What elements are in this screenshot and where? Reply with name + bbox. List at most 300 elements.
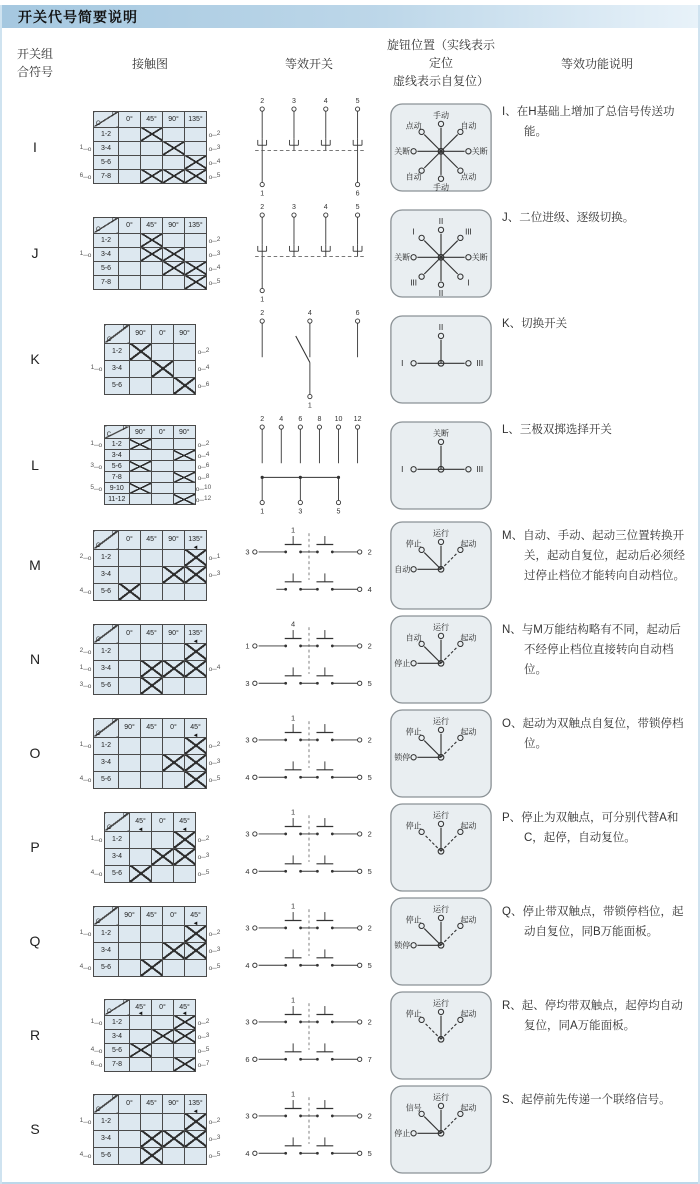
open-contact-cell (185, 247, 207, 261)
open-contact-cell (163, 771, 185, 788)
open-contact-cell (173, 439, 195, 450)
manual-page (0, 5, 700, 1184)
open-contact-cell (119, 643, 141, 660)
knob-position-cell (382, 802, 500, 893)
right-terminal: o─10 (195, 483, 212, 493)
equivalent-switch-cell (236, 94, 382, 200)
knob-position-label: 运行 (432, 1092, 450, 1102)
open-contact-cell (185, 959, 207, 976)
terminal-number: 4 (323, 203, 328, 211)
switch-symbol: O (29, 745, 41, 761)
right-terminal: o─5 (208, 277, 221, 287)
spring-return-arrow-icon: ◄ (192, 732, 199, 739)
column-headers (2, 28, 698, 94)
left-terminal (78, 275, 94, 289)
left-terminal: 1─o (90, 439, 103, 449)
right-terminal: o─3 (208, 570, 221, 579)
contact-grid (78, 217, 222, 290)
function-description: J、二位进级、逐级切换。 (502, 212, 635, 224)
contact-grid (89, 812, 211, 883)
knob-position-label: 运行 (432, 622, 450, 632)
terminal-number: 4 (307, 309, 312, 317)
open-contact-cell (163, 643, 185, 660)
knob-position-diagram (389, 896, 493, 987)
grid-angle-header: 45° (141, 624, 163, 643)
left-terminal: 6─o (79, 171, 92, 181)
table-row (2, 94, 698, 200)
contact-pair-label: 5-6 (105, 377, 130, 394)
contact-diagram-cell (64, 425, 236, 505)
open-contact-cell (130, 377, 152, 394)
right-terminal: o─7 (197, 1059, 210, 1069)
right-terminal: o─5 (208, 171, 221, 181)
terminal-number: 4 (279, 415, 284, 423)
contact-diagram-cell (64, 999, 236, 1072)
section-title-bar (2, 5, 698, 28)
terminal-number: 2 (367, 547, 372, 557)
knob-position-label: 起动 (460, 821, 477, 831)
grid-angle-header: 45° (141, 217, 163, 233)
knob-position-label: 起动 (460, 1009, 477, 1019)
closed-contact-x-mark (163, 942, 185, 959)
open-contact-cell (174, 360, 196, 377)
grid-angle-header: 45° (141, 906, 163, 925)
terminal-number: 6 (355, 190, 360, 198)
terminal-number: 4 (245, 1149, 250, 1159)
grid-angle-header: 90° (163, 1094, 185, 1113)
terminal-number: 1 (260, 508, 265, 516)
closed-contact-x-mark (163, 247, 185, 261)
terminal-number: 5 (367, 867, 372, 877)
right-terminal: o─5 (197, 869, 210, 878)
contact-pair-label: 7-8 (105, 1057, 130, 1071)
equivalent-switch-pushbutton-diagram (239, 612, 379, 706)
closed-contact-x-mark (163, 1130, 185, 1147)
spring-return-arrow-icon: ◄ (181, 1010, 188, 1017)
contact-pair-label: 1-2 (105, 831, 130, 848)
switch-symbol: L (31, 457, 39, 473)
grid-angle-header: 90° (119, 906, 141, 925)
right-terminal: o─5 (208, 963, 221, 972)
equivalent-switch-pushbutton-diagram (239, 1082, 379, 1176)
knob-position-label: I (401, 358, 404, 368)
switch-symbol: N (29, 651, 41, 667)
closed-contact-x-mark (174, 848, 196, 865)
closed-contact-x-mark (185, 737, 207, 754)
closed-contact-x-mark (141, 233, 163, 247)
terminal-number: 4 (323, 97, 328, 105)
terminal-number: 4 (245, 773, 250, 783)
left-terminal: 6─o (90, 1059, 103, 1069)
column-header-knob: 旋钮位置（实线表示定位 虚线表示自复位） (386, 38, 495, 88)
knob-position-label: II (438, 288, 444, 298)
contact-grid (78, 718, 222, 789)
closed-contact-x-mark (185, 925, 207, 942)
contact-pair-label: 1-2 (105, 343, 130, 360)
left-terminal: 4─o (79, 1151, 92, 1160)
knob-position-label: 运行 (432, 716, 450, 726)
left-terminal: 1─o (79, 664, 92, 673)
grid-angle-header: 90° (129, 426, 151, 439)
function-description: I、在H基础上增加了总信号传送功能。 (502, 106, 675, 139)
closed-contact-x-mark (185, 549, 207, 566)
open-contact-cell (173, 461, 195, 472)
open-contact-cell (174, 865, 196, 882)
open-contact-cell (119, 1147, 141, 1164)
grid-angle-header: 90° (163, 217, 185, 233)
equivalent-switch-pushbutton-diagram (239, 894, 379, 988)
knob-position-cell (382, 102, 500, 193)
right-terminal: o─3 (208, 758, 221, 767)
grid-angle-header: 90° (130, 324, 152, 343)
terminal-number: 2 (260, 203, 265, 211)
knob-position-cell (382, 896, 500, 987)
open-contact-cell (119, 275, 141, 289)
left-terminal (78, 127, 94, 141)
contact-pair-label: 5-6 (94, 771, 119, 788)
closed-contact-x-mark (174, 1015, 196, 1029)
contact-pair-label: 1-2 (94, 925, 119, 942)
left-terminal: 1─o (90, 835, 103, 844)
open-contact-cell (141, 754, 163, 771)
knob-position-label: 点动 (405, 121, 422, 131)
spring-return-arrow-icon: ◄ (137, 826, 144, 833)
left-terminal: 1─o (79, 929, 92, 938)
grid-angle-header: 45° ◄ (185, 906, 207, 925)
grid-corner-pc: P C (94, 1094, 119, 1113)
terminal-number: 1 (291, 525, 296, 535)
open-contact-cell (141, 275, 163, 289)
terminal-number: 1 (291, 807, 296, 817)
closed-contact-x-mark (129, 439, 151, 450)
left-terminal: 3─o (79, 681, 92, 690)
equivalent-switch-rotary-diagram (239, 306, 379, 412)
switch-symbol: Q (29, 933, 41, 949)
open-contact-cell (119, 233, 141, 247)
function-description: S、起停前先传递一个联络信号。 (502, 1094, 671, 1106)
grid-angle-header: 90° (173, 426, 195, 439)
grid-angle-header: 90° (163, 111, 185, 127)
terminal-number: 2 (367, 829, 372, 839)
grid-angle-header: 90° (163, 530, 185, 549)
switch-symbol: I (33, 139, 37, 155)
terminal-number: 2 (367, 1111, 372, 1121)
right-terminal: o─2 (197, 835, 210, 844)
right-terminal (207, 583, 223, 600)
knob-position-diagram (389, 420, 493, 511)
rows-container (2, 94, 698, 1176)
open-contact-cell (141, 141, 163, 155)
equivalent-switch-cell (236, 200, 382, 306)
equivalent-switch-rotary-diagram (239, 412, 379, 518)
closed-contact-x-mark (130, 343, 152, 360)
right-terminal: o─2 (208, 235, 221, 245)
terminal-number: 3 (245, 829, 250, 839)
open-contact-cell (185, 677, 207, 694)
grid-corner-pc: P C (94, 718, 119, 737)
knob-position-diagram (389, 314, 493, 405)
left-terminal (89, 494, 105, 505)
switch-symbol: R (29, 1027, 41, 1043)
open-contact-cell (173, 483, 195, 494)
right-terminal: o─12 (195, 494, 212, 504)
left-terminal: 1─o (90, 1017, 103, 1027)
closed-contact-x-mark (163, 660, 185, 677)
contact-pair-label: 3-4 (94, 247, 119, 261)
grid-corner-pc: P C (94, 111, 119, 127)
function-description: Q、停止带双触点，带锁停档位，起动自复位，同B万能面板。 (502, 906, 684, 939)
terminal-number: 5 (367, 1149, 372, 1159)
open-contact-cell (152, 1057, 174, 1071)
contact-pair-label: 3-4 (94, 754, 119, 771)
left-terminal: 2─o (79, 647, 92, 656)
contact-diagram-cell (64, 624, 236, 695)
equivalent-switch-cell (236, 306, 382, 412)
open-contact-cell (141, 942, 163, 959)
table-row (2, 988, 698, 1082)
contact-pair-label: 1-2 (94, 233, 119, 247)
knob-position-diagram (389, 208, 493, 299)
right-terminal: o─3 (208, 946, 221, 955)
closed-contact-x-mark (173, 450, 195, 461)
closed-contact-x-mark (152, 1029, 174, 1043)
open-contact-cell (185, 233, 207, 247)
right-terminal: o─5 (208, 775, 221, 784)
terminal-number: 2 (260, 415, 265, 423)
left-terminal: 4─o (90, 869, 103, 878)
open-contact-cell (152, 343, 174, 360)
knob-position-label: 起动 (460, 727, 477, 737)
closed-contact-x-mark (174, 377, 196, 394)
open-contact-cell (119, 737, 141, 754)
contact-pair-label: 11-12 (104, 494, 129, 505)
left-terminal: 4─o (79, 587, 92, 596)
contact-pair-label: 5-6 (104, 461, 129, 472)
open-contact-cell (174, 343, 196, 360)
left-terminal: 4─o (79, 775, 92, 784)
open-contact-cell (185, 127, 207, 141)
contact-pair-label: 3-4 (94, 660, 119, 677)
terminal-number: 2 (260, 97, 265, 105)
equivalent-switch-pushbutton-diagram (239, 988, 379, 1082)
right-terminal: o─4 (197, 450, 210, 460)
closed-contact-x-mark (130, 865, 152, 882)
closed-contact-x-mark (129, 461, 151, 472)
closed-contact-x-mark (141, 1147, 163, 1164)
terminal-number: 3 (292, 203, 296, 211)
grid-angle-header: 0° (152, 324, 174, 343)
open-contact-cell (119, 1130, 141, 1147)
closed-contact-x-mark (152, 360, 174, 377)
page-title: 开关代号简要说明 (18, 8, 138, 25)
contact-grid (78, 1094, 222, 1165)
closed-contact-x-mark (152, 848, 174, 865)
contact-pair-label: 5-6 (94, 959, 119, 976)
left-terminal: 1─o (79, 1117, 92, 1126)
left-terminal (89, 1029, 105, 1043)
grid-angle-header: 90° (163, 624, 185, 643)
closed-contact-x-mark (185, 754, 207, 771)
right-terminal: o─5 (197, 1045, 210, 1055)
open-contact-cell (163, 127, 185, 141)
closed-contact-x-mark (173, 494, 195, 505)
contact-pair-label: 5-6 (94, 1147, 119, 1164)
open-contact-cell (152, 1043, 174, 1057)
knob-position-label: 停止 (405, 727, 422, 737)
terminal-number: 4 (291, 619, 296, 629)
terminal-number: 2 (367, 641, 372, 651)
open-contact-cell (151, 483, 173, 494)
closed-contact-x-mark (163, 754, 185, 771)
knob-position-label: 停止 (394, 1128, 411, 1138)
terminal-number: 1 (291, 1089, 296, 1099)
open-contact-cell (119, 959, 141, 976)
grid-corner-pc: P C (105, 324, 130, 343)
open-contact-cell (119, 169, 141, 183)
open-contact-cell (119, 261, 141, 275)
contact-pair-label: 3-4 (105, 360, 130, 377)
grid-angle-header: 90° (119, 718, 141, 737)
equivalent-switch-cell (236, 412, 382, 518)
knob-position-label: I (412, 227, 415, 237)
knob-position-cell (382, 520, 500, 611)
terminal-number: 6 (298, 415, 303, 423)
right-terminal: o─4 (197, 364, 210, 373)
knob-position-label: III (476, 358, 484, 368)
closed-contact-x-mark (141, 169, 163, 183)
knob-position-label: II (438, 322, 444, 332)
terminal-number: 4 (245, 961, 250, 971)
contact-grid (78, 111, 222, 184)
equivalent-switch-cell (236, 800, 382, 894)
terminal-number: 3 (245, 1111, 250, 1121)
closed-contact-x-mark (174, 1029, 196, 1043)
closed-contact-x-mark (119, 583, 141, 600)
closed-contact-x-mark (129, 483, 151, 494)
open-contact-cell (151, 461, 173, 472)
knob-position-cell (382, 1084, 500, 1175)
left-terminal (78, 754, 94, 771)
open-contact-cell (119, 549, 141, 566)
closed-contact-x-mark (185, 261, 207, 275)
grid-angle-header: 45° ◄ (130, 812, 152, 831)
right-terminal: o─2 (197, 439, 210, 449)
open-contact-cell (130, 831, 152, 848)
contact-grid (89, 999, 211, 1072)
open-contact-cell (163, 959, 185, 976)
terminal-number: 5 (367, 679, 372, 689)
grid-angle-header: 0° (119, 1094, 141, 1113)
knob-position-label: I (467, 278, 470, 288)
contact-pair-label: 3-4 (94, 566, 119, 583)
open-contact-cell (119, 1113, 141, 1130)
left-terminal (78, 233, 94, 247)
grid-corner-pc: P C (104, 426, 129, 439)
left-terminal: 5─o (90, 483, 103, 493)
open-contact-cell (119, 566, 141, 583)
knob-position-diagram (389, 990, 493, 1081)
contact-pair-label: 1-2 (94, 549, 119, 566)
knob-position-label: 运行 (432, 904, 450, 914)
grid-angle-header: 45° (141, 111, 163, 127)
contact-pair-label: 5-6 (94, 677, 119, 694)
right-terminal: o─4 (208, 263, 221, 273)
grid-corner-pc: P C (94, 530, 119, 549)
open-contact-cell (163, 155, 185, 169)
terminal-number: 4 (367, 585, 372, 595)
grid-corner-pc: P C (105, 999, 130, 1015)
open-contact-cell (130, 360, 152, 377)
open-contact-cell (141, 771, 163, 788)
knob-position-label: 锁停 (394, 752, 411, 762)
contact-pair-label: 5-6 (105, 865, 130, 882)
closed-contact-x-mark (130, 1043, 152, 1057)
equivalent-switch-cell (236, 894, 382, 988)
left-terminal: 1─o (79, 741, 92, 750)
closed-contact-x-mark (185, 169, 207, 183)
knob-position-label: 锁停 (394, 940, 411, 950)
knob-position-cell (382, 708, 500, 799)
right-terminal: o─5 (208, 1151, 221, 1160)
table-row (2, 412, 698, 518)
right-terminal: o─3 (208, 249, 221, 259)
table-row (2, 306, 698, 412)
open-contact-cell (141, 566, 163, 583)
grid-angle-header: 45° (141, 530, 163, 549)
knob-position-label: 停止 (394, 658, 411, 668)
open-contact-cell (129, 450, 151, 461)
terminal-number: 1 (291, 901, 296, 911)
knob-position-label: 信号 (405, 1103, 422, 1113)
open-contact-cell (163, 1113, 185, 1130)
open-contact-cell (151, 450, 173, 461)
terminal-number: 6 (355, 309, 360, 317)
knob-position-cell (382, 990, 500, 1081)
terminal-number: 2 (367, 735, 372, 745)
left-terminal (78, 261, 94, 275)
open-contact-cell (119, 677, 141, 694)
grid-angle-header: 0° (119, 530, 141, 549)
grid-angle-header: 45° ◄ (185, 718, 207, 737)
contact-pair-label: 1-2 (94, 1113, 119, 1130)
grid-angle-header: 0° (152, 999, 174, 1015)
right-terminal: o─3 (208, 1134, 221, 1143)
terminal-number: 5 (367, 773, 372, 783)
grid-angle-header: 135° ◄ (185, 1094, 207, 1113)
spring-return-arrow-icon: ◄ (192, 1108, 199, 1115)
right-terminal: o─3 (197, 1031, 210, 1041)
equivalent-switch-rotary-diagram (239, 94, 379, 200)
terminal-number: 1 (260, 190, 265, 198)
open-contact-cell (141, 549, 163, 566)
open-contact-cell (129, 472, 151, 483)
terminal-number: 3 (292, 97, 296, 105)
open-contact-cell (141, 261, 163, 275)
right-terminal: o─2 (208, 929, 221, 938)
terminal-number: 3 (245, 679, 250, 689)
knob-position-diagram (389, 614, 493, 705)
table-row (2, 612, 698, 706)
knob-position-cell (382, 314, 500, 405)
grid-angle-header: 135° (185, 217, 207, 233)
open-contact-cell (130, 1057, 152, 1071)
knob-position-label: 运行 (432, 528, 450, 538)
table-row (2, 894, 698, 988)
equivalent-switch-cell (236, 1082, 382, 1176)
function-description: O、起动为双触点自复位，带锁停档位。 (502, 718, 684, 751)
open-contact-cell (163, 275, 185, 289)
right-terminal: o─8 (197, 472, 210, 482)
